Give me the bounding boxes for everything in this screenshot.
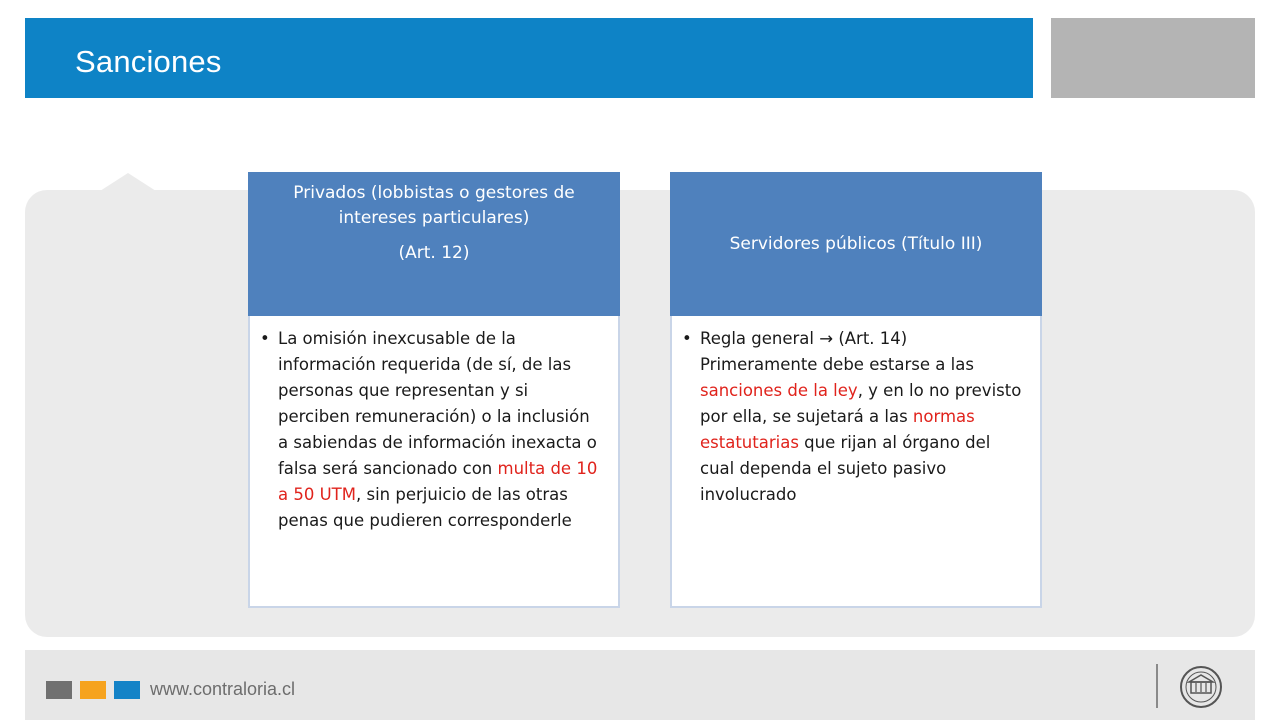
highlight-normas: normas estatutarias	[700, 407, 975, 452]
blue-square-icon	[114, 681, 140, 699]
card-body-privados	[248, 316, 620, 608]
footer-divider	[1156, 664, 1158, 708]
title-side-block	[1051, 18, 1255, 98]
title-bar	[25, 18, 1033, 98]
orange-square-icon	[80, 681, 106, 699]
body-text: La omisión inexcusable de la información requerida (de sí, de las personas que representan y si perciben remuneración) o la inclusión a sabiendas de información inexacta o falsa será sancionado con	[278, 329, 597, 478]
list-item	[682, 326, 1026, 508]
highlight-fine: multa de 10 a 50 UTM	[278, 459, 598, 504]
body-text: , y en lo no previsto por ella, se sujetará a las	[700, 381, 1022, 426]
contraloria-seal-icon	[1172, 665, 1230, 709]
card-header-privados	[248, 172, 620, 316]
card-body-text	[278, 326, 604, 534]
body-text: , sin perjuicio de las otras penas que pudieren corresponderle	[278, 485, 572, 530]
list-item	[260, 326, 604, 534]
body-text: Regla general → (Art. 14) Primeramente debe estarse a las	[700, 329, 974, 374]
slide-title: Sanciones	[75, 44, 222, 79]
card-header-servidores	[670, 172, 1042, 316]
card-header-article: (Art. 12)	[398, 243, 470, 263]
highlight-sanciones: sanciones de la ley	[700, 381, 858, 400]
content-panel	[25, 190, 1255, 637]
footer-url[interactable]: www.contraloria.cl	[150, 679, 296, 699]
gray-square-icon	[46, 681, 72, 699]
bullet-icon: •	[260, 329, 270, 348]
card-header-title: Servidores públicos (Título III)	[729, 233, 983, 254]
card-body-servidores	[670, 316, 1042, 608]
card-body-text	[700, 326, 1026, 508]
bullet-icon: •	[682, 329, 692, 348]
panel-notch	[100, 173, 156, 191]
body-text: que rijan al órgano del cual dependa el sujeto pasivo involucrado	[700, 433, 991, 504]
card-header-title: Privados (lobbistas o gestores de intereses particulares)	[293, 183, 575, 228]
